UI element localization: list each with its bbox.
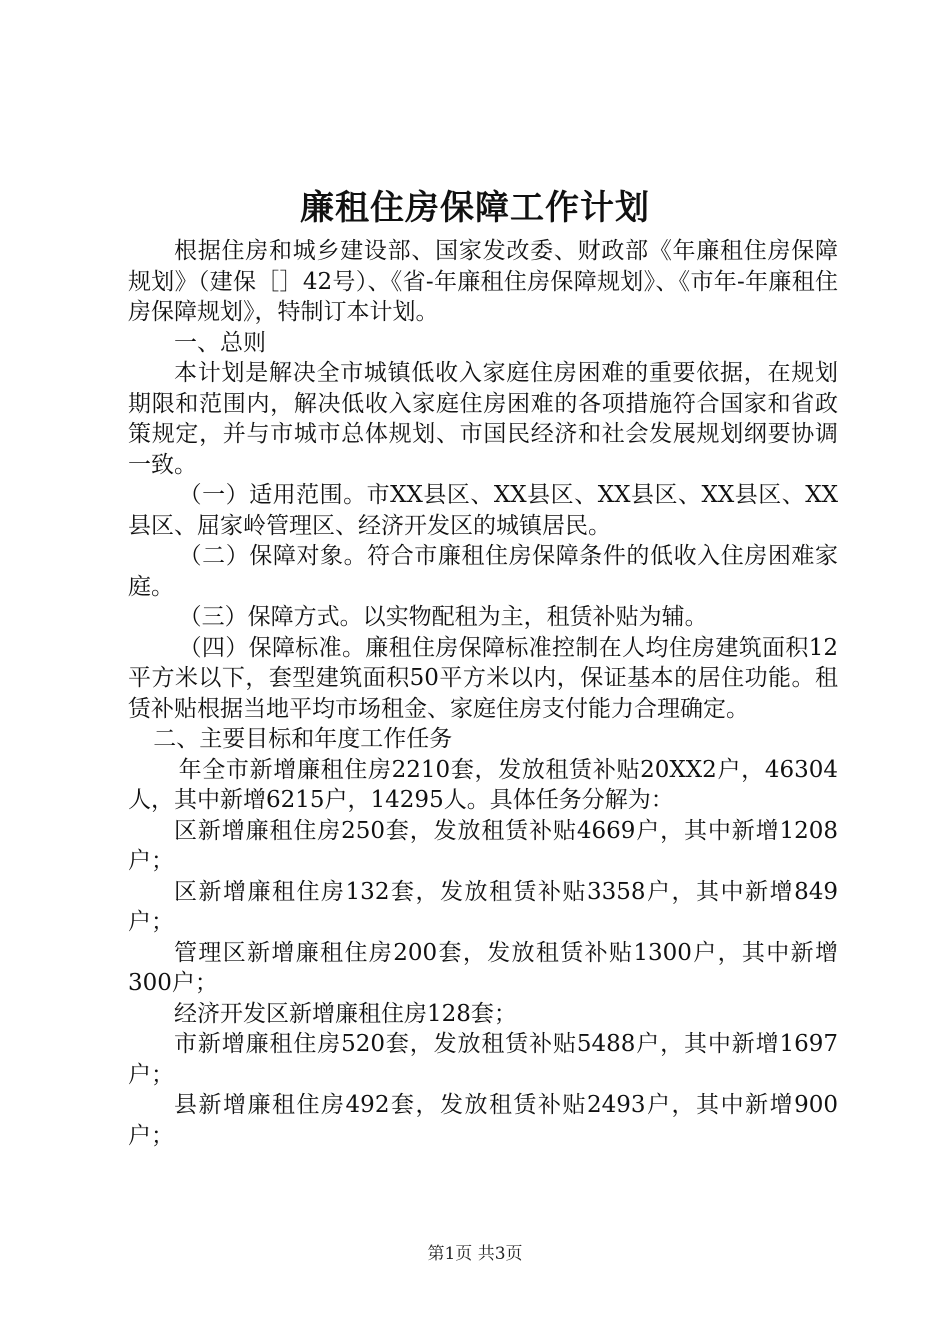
task-item: 管理区新增廉租住房200套，发放租赁补贴1300户，其中新增300户； xyxy=(128,939,838,996)
task-item: 县新增廉租住房492套，发放租赁补贴2493户，其中新增900户； xyxy=(128,1092,838,1149)
task-item: 经济开发区新增廉租住房128套； xyxy=(174,1000,517,1027)
document-title: 廉租住房保障工作计划 xyxy=(300,188,650,228)
target-paragraph: （二）保障对象。符合市廉租住房保障条件的低收入住房困难家庭。 xyxy=(128,543,838,600)
task-item: 区新增廉租住房132套，发放租赁补贴3358户，其中新增849户； xyxy=(128,878,838,935)
document-body xyxy=(128,236,838,1151)
page-footer: 第1页 共3页 xyxy=(427,1244,523,1264)
scope-paragraph: （一）适用范围。市XX县区、XX县区、XX县区、XX县区、XX县区、屈家岭管理区、经济开发区的城镇居民。 xyxy=(128,482,838,539)
task-item: 区新增廉租住房250套，发放租赁补贴4669户，其中新增1208户； xyxy=(128,817,838,874)
section-heading-general: 一、总则 xyxy=(174,329,266,356)
general-paragraph: 本计划是解决全市城镇低收入家庭住房困难的重要依据，在规划期限和范围内，解决低收入家庭住房困难的各项措施符合国家和省政策规定，并与市城市总体规划、市国民经济和社会发展规划纲要协调一致。 xyxy=(128,360,838,478)
standard-paragraph: （四）保障标准。廉租住房保障标准控制在人均住房建筑面积12平方米以下，套型建筑面积50平方米以内，保证基本的居住功能。租赁补贴根据当地平均市场租金、家庭住房支付能力合理确定。 xyxy=(128,634,838,722)
method-paragraph: （三）保障方式。以实物配租为主，租赁补贴为辅。 xyxy=(178,604,708,630)
intro-paragraph: 根据住房和城乡建设部、国家发改委、财政部《年廉租住房保障规划》（建保［］42号）、《省-年廉租住房保障规划》、《市年-年廉租住房保障规划》，特制订本计划。 xyxy=(128,238,838,325)
goals-paragraph: 年全市新增廉租住房2210套，发放租赁补贴20XX2户，46304人，其中新增6215户，14295人。具体任务分解为： xyxy=(128,756,838,813)
task-item: 市新增廉租住房520套，发放租赁补贴5488户，其中新增1697户； xyxy=(128,1031,838,1088)
section-heading-goals: 二、主要目标和年度工作任务 xyxy=(153,726,453,752)
